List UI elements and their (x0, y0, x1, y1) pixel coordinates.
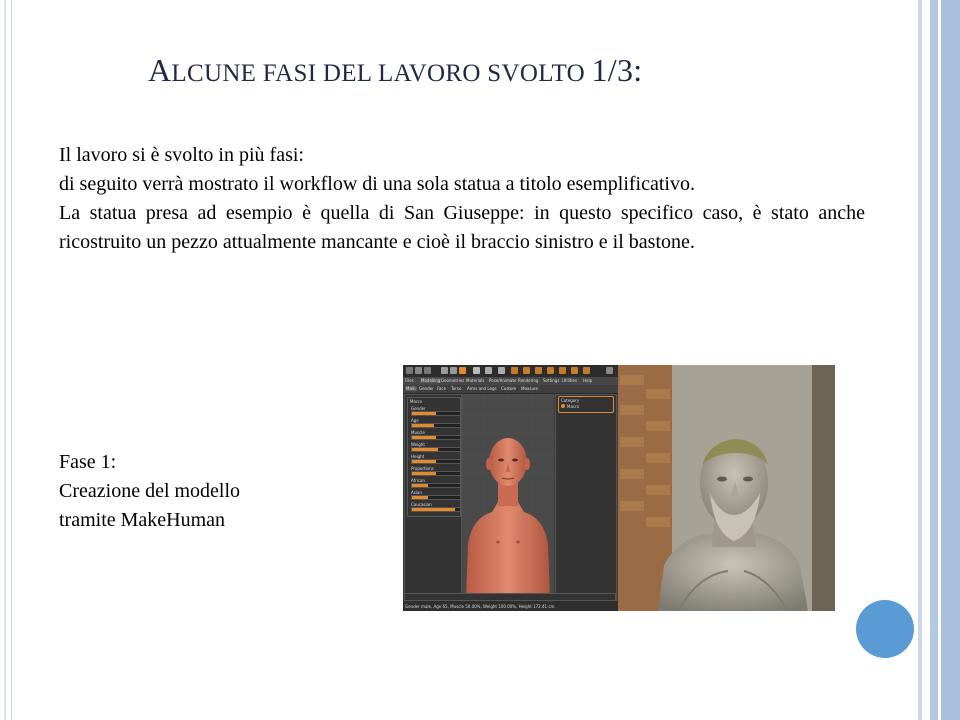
slider-label: Age (411, 418, 419, 423)
mh-subtab-active[interactable]: Main (406, 386, 416, 391)
slider-label: Proportions (411, 466, 434, 471)
right-frame-stripes (918, 0, 960, 720)
slider-bar[interactable] (411, 471, 461, 476)
category-title: Category (561, 398, 580, 403)
body-paragraph-justified: La statua presa ad esempio è quella di San Giuseppe: in questo specifico caso, è stato anche ricostruito un pezzo attualmente mancante e cioè il braccio sinistro e il bastone. (59, 202, 865, 253)
mh-tab[interactable]: Geometries (441, 378, 465, 383)
human-model-render (462, 394, 554, 600)
radio-selected-icon[interactable] (561, 404, 565, 408)
slider-label: Asian (411, 490, 422, 495)
category-option[interactable]: Macro (567, 404, 580, 409)
mh-tab[interactable]: Settings (543, 378, 560, 383)
slider-label: Caucasian (411, 502, 432, 507)
mh-subtab[interactable]: Custom (501, 386, 517, 391)
makehuman-subtabs (403, 385, 618, 394)
slider-label: Weight (411, 442, 425, 447)
slider-bar[interactable] (411, 507, 461, 512)
slide-title: ALCUNE FASI DEL LAVORO SVOLTO 1/3: (148, 52, 643, 88)
slider-bar[interactable] (411, 483, 461, 488)
phase-number: Fase 1: (59, 451, 117, 473)
slider-label: Height (411, 454, 425, 459)
mh-subtab[interactable]: Gender (419, 386, 434, 391)
mh-subtab[interactable]: Face (437, 386, 447, 391)
mh-tab-active[interactable]: Modelling (421, 378, 441, 383)
makehuman-screenshot (403, 365, 618, 611)
makehuman-tabs (403, 377, 618, 385)
slide-body-text (59, 141, 865, 257)
phase-description-2: tramite MakeHuman (59, 509, 226, 531)
makehuman-statusbar (403, 601, 618, 611)
makehuman-macro-panel (404, 394, 462, 602)
slider-bar[interactable] (411, 495, 461, 500)
body-line-1: Il lavoro si è svolto in più fasi: (59, 144, 304, 166)
phase-caption (59, 448, 240, 535)
phase-description-1: Creazione del modello (59, 480, 241, 502)
mh-subtab[interactable]: Measure (521, 386, 538, 391)
mh-tab[interactable]: Utilities (562, 378, 578, 383)
statue-photo (618, 365, 835, 611)
mh-tab[interactable]: Help (583, 378, 593, 383)
makehuman-category-panel (555, 394, 617, 602)
makehuman-viewport[interactable] (462, 394, 554, 600)
mh-tab[interactable]: Pose/Animate (489, 378, 517, 383)
slider-bar[interactable] (411, 435, 461, 440)
status-text: Gender male, Age 65, Muscle 50.00%, Weight 100.00%, Height 172.41 cm (405, 604, 555, 609)
composite-image (403, 365, 835, 611)
mh-subtab[interactable]: Arms and Legs (467, 386, 497, 391)
mh-subtab[interactable]: Torso (451, 386, 462, 391)
mh-tab[interactable]: Rendering (518, 378, 539, 383)
slider-bar[interactable] (411, 447, 461, 452)
decorative-circle (856, 600, 914, 658)
slider-bar[interactable] (411, 411, 461, 416)
slider-bar[interactable] (411, 459, 461, 464)
left-frame-stripe (0, 0, 12, 720)
body-line-2: di seguito verrà mostrato il workflow di una sola statua a titolo esemplificativo. (59, 173, 695, 195)
macro-group-title: Macro (410, 399, 423, 404)
slider-label: Gender (411, 406, 426, 411)
slider-label: African (411, 478, 425, 483)
mh-tab[interactable]: Materials (466, 378, 485, 383)
slider-label: Muscle (411, 430, 425, 435)
makehuman-scrollbar[interactable] (404, 593, 616, 601)
mh-tab[interactable]: Files (405, 378, 414, 383)
slider-bar[interactable] (411, 423, 461, 428)
